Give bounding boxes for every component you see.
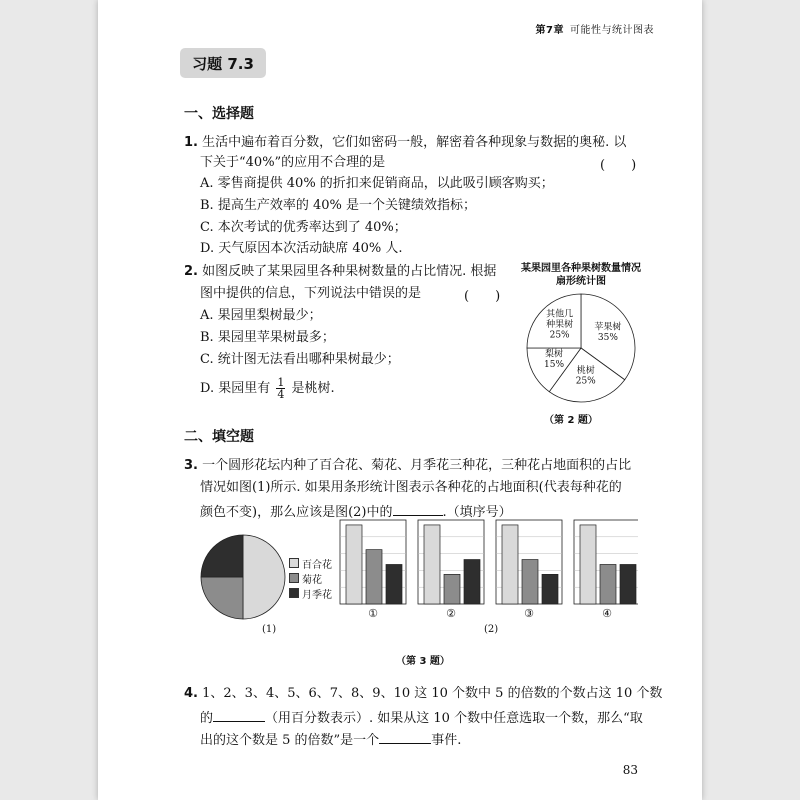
section-fill-blank: 二、填空题 [184,429,254,445]
q2-option-b: B. 果园里苹果树最多； [200,330,335,345]
bar-rose [620,564,636,604]
bar-rose [542,574,558,604]
bar-lily [580,525,596,604]
q4-line1 [184,685,662,703]
q3-line1 [184,457,631,475]
chapter-number: 第7章 [535,25,564,36]
bar-panel-label: ③ [524,607,534,620]
q1-number: 1. [184,135,198,150]
fraction-numerator: 1 [277,376,285,389]
flower-bar-charts [338,518,638,624]
q4-answer-blank-1[interactable] [213,707,265,722]
q1-option-b: B. 提高生产效率的 40% 是一个关键绩效指标； [200,198,476,213]
q4-number: 4. [184,686,198,701]
fraction [276,377,285,400]
legend-item-lily [289,556,332,571]
fig2-label: (2) [484,624,499,635]
pie-label-peach: 桃树 25% [575,365,596,387]
q2-answer-paren: ( ) [464,289,501,304]
q3-number: 3. [184,458,198,473]
q3-text-3: 颜色不变)，那么应该是图(2)中的 [200,505,393,520]
q1-text-2: 下关于“40%”的应用不合理的是 [200,155,386,170]
q2-text-1: 如图反映了某果园里各种果树数量的占比情况. 根据 [202,264,497,279]
q1-option-d: D. 天气原因本次活动缺席 40% 人. [200,241,403,256]
flower-legend [289,556,332,601]
pie-slice-lily [243,535,285,619]
fig1-label: (1) [262,624,277,635]
pie-slice-rose [201,535,243,577]
q3-answer-blank[interactable] [393,501,443,516]
q3-caption: （第 3 题） [396,656,450,667]
bar-panel-4 [574,520,638,620]
bar-chrysanthemum [366,550,382,604]
q2-caption: （第 2 题） [544,415,598,426]
bar-panel-3 [496,520,562,620]
legend-item-chrysanthemum [289,571,332,586]
exercise-title: 习题 7.3 [180,48,266,78]
page-number: 83 [622,763,638,777]
q2-number: 2. [184,264,198,279]
bar-lily [424,525,440,604]
q4-line2 [200,707,643,728]
legend-swatch-lily [289,558,299,568]
flower-pie-chart [198,532,288,622]
q2-line1 [184,263,496,281]
pie-label-pear: 梨树 15% [544,349,565,371]
bar-rose [386,564,402,604]
q4-text-1: 1、2、3、4、5、6、7、8、9、10 这 10 个数中 5 的倍数的个数占这 10 个数 [202,686,663,701]
q2-option-d-prefix: D. 果园里有 [200,381,271,396]
fruit-pie-title-line2: 扇形统计图 [556,276,606,287]
chapter-header [536,21,654,36]
legend-item-rose [289,586,332,601]
q2-text-2: 图中提供的信息，下列说法中错误的是 [200,286,422,301]
legend-label-chrysanthemum: 菊花 [302,575,322,586]
q3-text-2: 情况如图(1)所示. 如果用条形统计图表示各种花的占地面积(代表每种花的 [200,480,622,495]
q4-line3 [200,729,461,750]
legend-label-rose: 月季花 [302,590,332,601]
q4-text-2a: 的 [200,711,214,726]
q1-option-a: A. 零售商提供 40% 的折扣来促销商品，以此吸引顾客购买； [200,176,554,191]
q2-option-d [200,377,335,400]
legend-swatch-chrysanthemum [289,573,299,583]
q1-text-1: 生活中遍布着百分数，它们如密码一般，解密着各种现象与数据的奥秘. 以 [202,135,627,150]
chapter-title: 可能性与统计图表 [570,25,654,36]
fruit-pie-title [516,262,646,288]
fruit-pie-chart [506,292,656,404]
legend-swatch-rose [289,588,299,598]
q2-option-d-suffix: 是桃树. [291,381,335,396]
bar-panel-label: ④ [602,607,612,620]
q4-text-2b: （用百分数表示）. 如果从这 10 个数中任意选取一个数，那么“取 [265,711,643,726]
bar-panel-label: ① [368,607,378,620]
bar-chrysanthemum [522,560,538,604]
bar-chrysanthemum [600,564,616,604]
q3-text-4: .（填序号） [442,505,512,520]
fruit-pie-title-line1: 某果园里各种果树数量情况 [521,263,641,274]
bar-lily [346,525,362,604]
q1-answer-paren: ( ) [600,158,637,173]
pie-slice-chrysanthemum [201,577,243,619]
bar-panel-2 [418,520,484,620]
pie-label-other: 其他几种果树 25% [546,309,574,341]
q2-option-a: A. 果园里梨树最少； [200,308,322,323]
bar-rose [464,560,480,604]
bar-panel-label: ② [446,607,456,620]
legend-label-lily: 百合花 [302,560,332,571]
pie-label-apple: 苹果树 35% [594,322,622,343]
section-multiple-choice: 一、选择题 [184,106,254,122]
q4-answer-blank-2[interactable] [379,729,431,744]
q4-text-3b: 事件. [431,733,462,748]
q1-option-c: C. 本次考试的优秀率达到了 40%； [200,220,407,235]
bar-chrysanthemum [444,574,460,604]
q3-text-1: 一个圆形花坛内种了百合花、菊花、月季花三种花，三种花占地面积的占比 [202,458,632,473]
bar-lily [502,525,518,604]
textbook-page [98,0,702,800]
bar-panel-1 [340,520,406,620]
fraction-denominator: 4 [277,388,285,401]
q2-option-c: C. 统计图无法看出哪种果树最少； [200,352,400,367]
q1-line1 [184,134,626,152]
q4-text-3a: 出的这个数是 5 的倍数”是一个 [200,733,380,748]
